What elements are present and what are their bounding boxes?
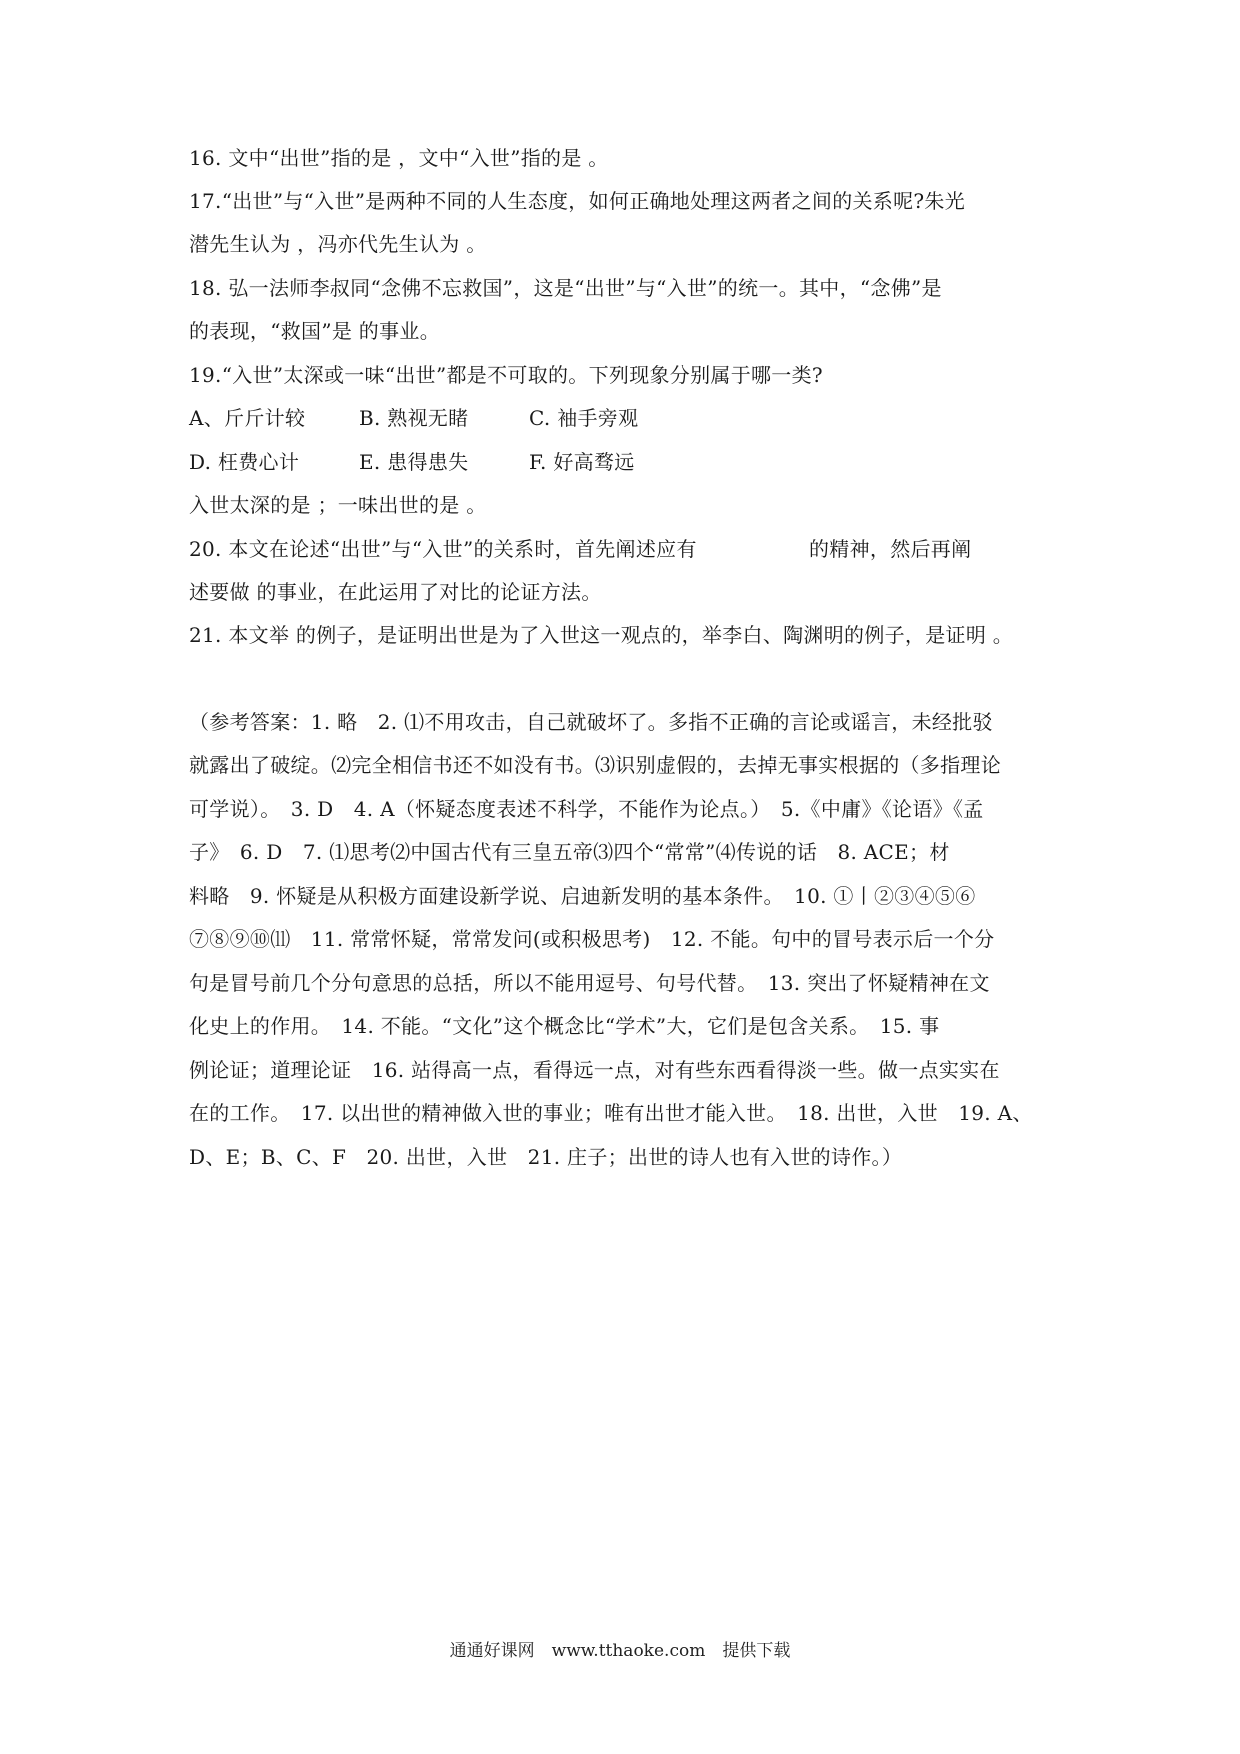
question-20-line-1 [189,535,1069,563]
option-c: C. 袖手旁观 [529,406,639,430]
question-17-line-1: 17.“出世”与“入世”是两种不同的人生态度，如何正确地处理这两者之间的关系呢?朱光 [189,189,966,213]
answer-line-11: D、E；B、C、F 20. 出世，入世 21. 庄子；出世的诗人也有入世的诗作。） [189,1145,903,1169]
answer-line-8: 化史上的作用。 14. 不能。“文化”这个概念比“学术”大，它们是包含关系。 15. 事 [189,1014,940,1038]
question-17-line-2: 潜先生认为 ，冯亦代先生认为 。 [189,232,487,256]
option-a: A、斤斤计较 [189,406,306,430]
question-19-options-row-1 [189,404,1069,432]
option-d: D. 枉费心计 [189,450,300,474]
answer-line-5: 料略 9. 怀疑是从积极方面建设新学说、启迪新发明的基本条件。 10. ①丨②③④⑤⑥ [189,884,976,908]
question-16: 16. 文中“出世”指的是 ，文中“入世”指的是 。 [189,146,609,170]
answer-line-4: 子》 6. D 7. ⑴思考⑵中国古代有三皇五帝⑶四个“常常”⑷传说的话 8. ACE；材 [189,840,950,864]
answer-line-1: （参考答案：1. 略 2. ⑴不用攻击，自己就破坏了。多指不正确的言论或谣言，未经批驳 [189,710,993,734]
answer-line-3: 可学说）。 3. D 4. A（怀疑态度表述不科学，不能作为论点。） 5.《中庸》《论语》《孟 [189,797,984,821]
answer-line-6: ⑦⑧⑨⑩⑾ 11. 常常怀疑，常常发问(或积极思考) 12. 不能。句中的冒号表示后一个分 [189,927,995,951]
question-19-options-row-2 [189,448,1069,476]
answer-line-2: 就露出了破绽。⑵完全相信书还不如没有书。⑶识别虚假的，去掉无事实根据的（多指理论 [189,753,1001,777]
question-21: 21. 本文举 的例子，是证明出世是为了入世这一观点的，举李白、陶渊明的例子，是证明 。 [189,623,1014,647]
option-e: E. 患得患失 [359,450,469,474]
answer-line-10: 在的工作。 17. 以出世的精神做入世的事业；唯有出世才能入世。 18. 出世，入世 19. A、 [189,1101,1033,1125]
question-20-part-a: 20. 本文在论述“出世”与“入世”的关系时，首先阐述应有 [189,537,697,561]
question-19: 19.“入世”太深或一味“出世”都是不可取的。下列现象分别属于哪一类? [189,363,823,387]
answer-line-7: 句是冒号前几个分句意思的总括，所以不能用逗号、句号代替。 13. 突出了怀疑精神在文 [189,971,990,995]
question-20-part-b: 的精神，然后再阐 [809,537,972,561]
question-20-line-2: 述要做 的事业，在此运用了对比的论证方法。 [189,580,602,604]
answer-line-9: 例论证；道理论证 16. 站得高一点，看得远一点，对有些东西看得淡一些。做一点实实在 [189,1058,1000,1082]
question-18-line-1: 18. 弘一法师李叔同“念佛不忘救国”，这是“出世”与“入世”的统一。其中，“念佛”是 [189,276,942,300]
question-18-line-2: 的表现，“救国”是 的事业。 [189,319,441,343]
option-b: B. 熟视无睹 [359,406,469,430]
page-footer: 通通好课网 www.tthaoke.com 提供下载 [449,1641,791,1661]
question-19-answer-line: 入世太深的是 ；一味出世的是 。 [189,493,487,517]
option-f: F. 好高骛远 [529,450,635,474]
